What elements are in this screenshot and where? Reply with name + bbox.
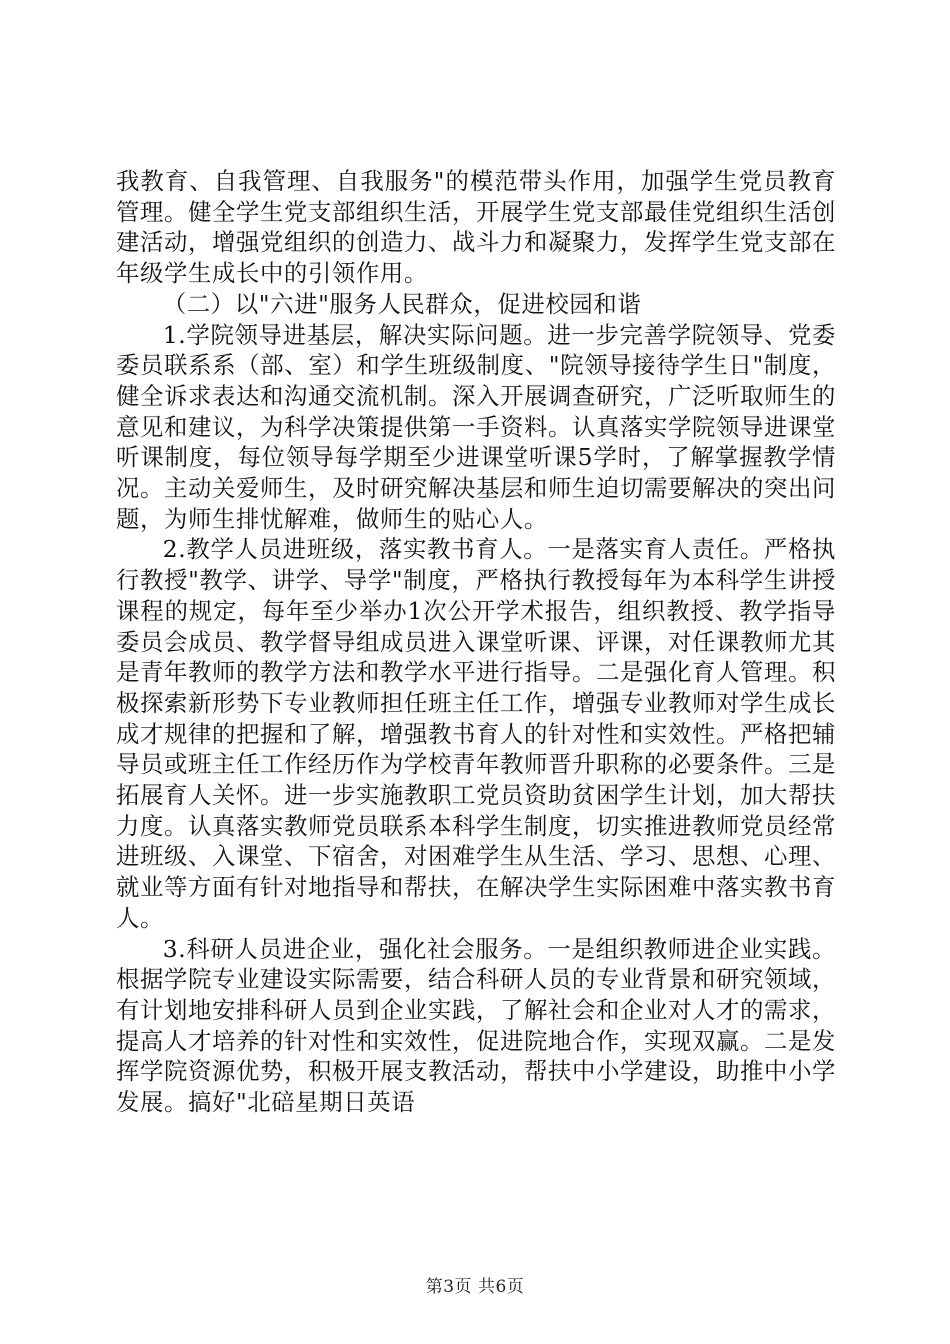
paragraph-item-3: 3.科研人员进企业，强化社会服务。一是组织教师进企业实践。根据学院专业建设实际需要，结合科研人员的专业背景和研究领域，有计划地安排科研人员到企业实践，了解社会和企业对人才的需求，提高人才培养的针对性和实效性，促进院地合作，实现双赢。二是发挥学院资源优势，积极开展支教活动，帮扶中小学建设，助推中小学发展。搞好"北碚星期日英语 bbox=[116, 934, 836, 1117]
paragraph-item-1: 1.学院领导进基层，解决实际问题。进一步完善学院领导、党委委员联系系（部、室）和学生班级制度、"院领导接待学生日"制度，健全诉求表达和沟通交流机制。深入开展调查研究，广泛听取师生的意见和建议，为科学决策提供第一手资料。认真落实学院领导进课堂听课制度，每位领导每学期至少进课堂听课5学时，了解掌握教学情况。主动关爱师生，及时研究解决基层和师生迫切需要解决的突出问题，为师生排忧解难，做师生的贴心人。 bbox=[116, 320, 836, 533]
paragraph-continuation: 我教育、自我管理、自我服务"的模范带头作用，加强学生党员教育管理。健全学生党支部组织生活，开展学生党支部最佳党组织生活创建活动，增强党组织的创造力、战斗力和凝聚力，发挥学生党支部在年级学生成长中的引领作用。 bbox=[116, 167, 836, 288]
section-heading: （二）以"六进"服务人民群众，促进校园和谐 bbox=[162, 289, 642, 318]
document-body bbox=[116, 166, 836, 1118]
page-number-footer: 第3页 共6页 bbox=[425, 1277, 525, 1297]
paragraph-item-2: 2.教学人员进班级，落实教书育人。一是落实育人责任。严格执行教授"教学、讲学、导学"制度，严格执行教授每年为本科学生讲授课程的规定，每年至少举办1次公开学术报告，组织教授、教学指导委员会成员、教学督导组成员进入课堂听课、评课，对任课教师尤其是青年教师的教学方法和教学水平进行指导。二是强化育人管理。积极探索新形势下专业教师担任班主任工作，增强专业教师对学生成长成才规律的把握和了解，增强教书育人的针对性和实效性。严格把辅导员或班主任工作经历作为学校青年教师晋升职称的必要条件。三是拓展育人关怀。进一步实施教职工党员资助贫困学生计划，加大帮扶力度。认真落实教师党员联系本科学生制度，切实推进教师党员经常进班级、入课堂、下宿舍，对困难学生从生活、学习、思想、心理、就业等方面有针对地指导和帮扶，在解决学生实际困难中落实教书育人。 bbox=[116, 535, 836, 932]
